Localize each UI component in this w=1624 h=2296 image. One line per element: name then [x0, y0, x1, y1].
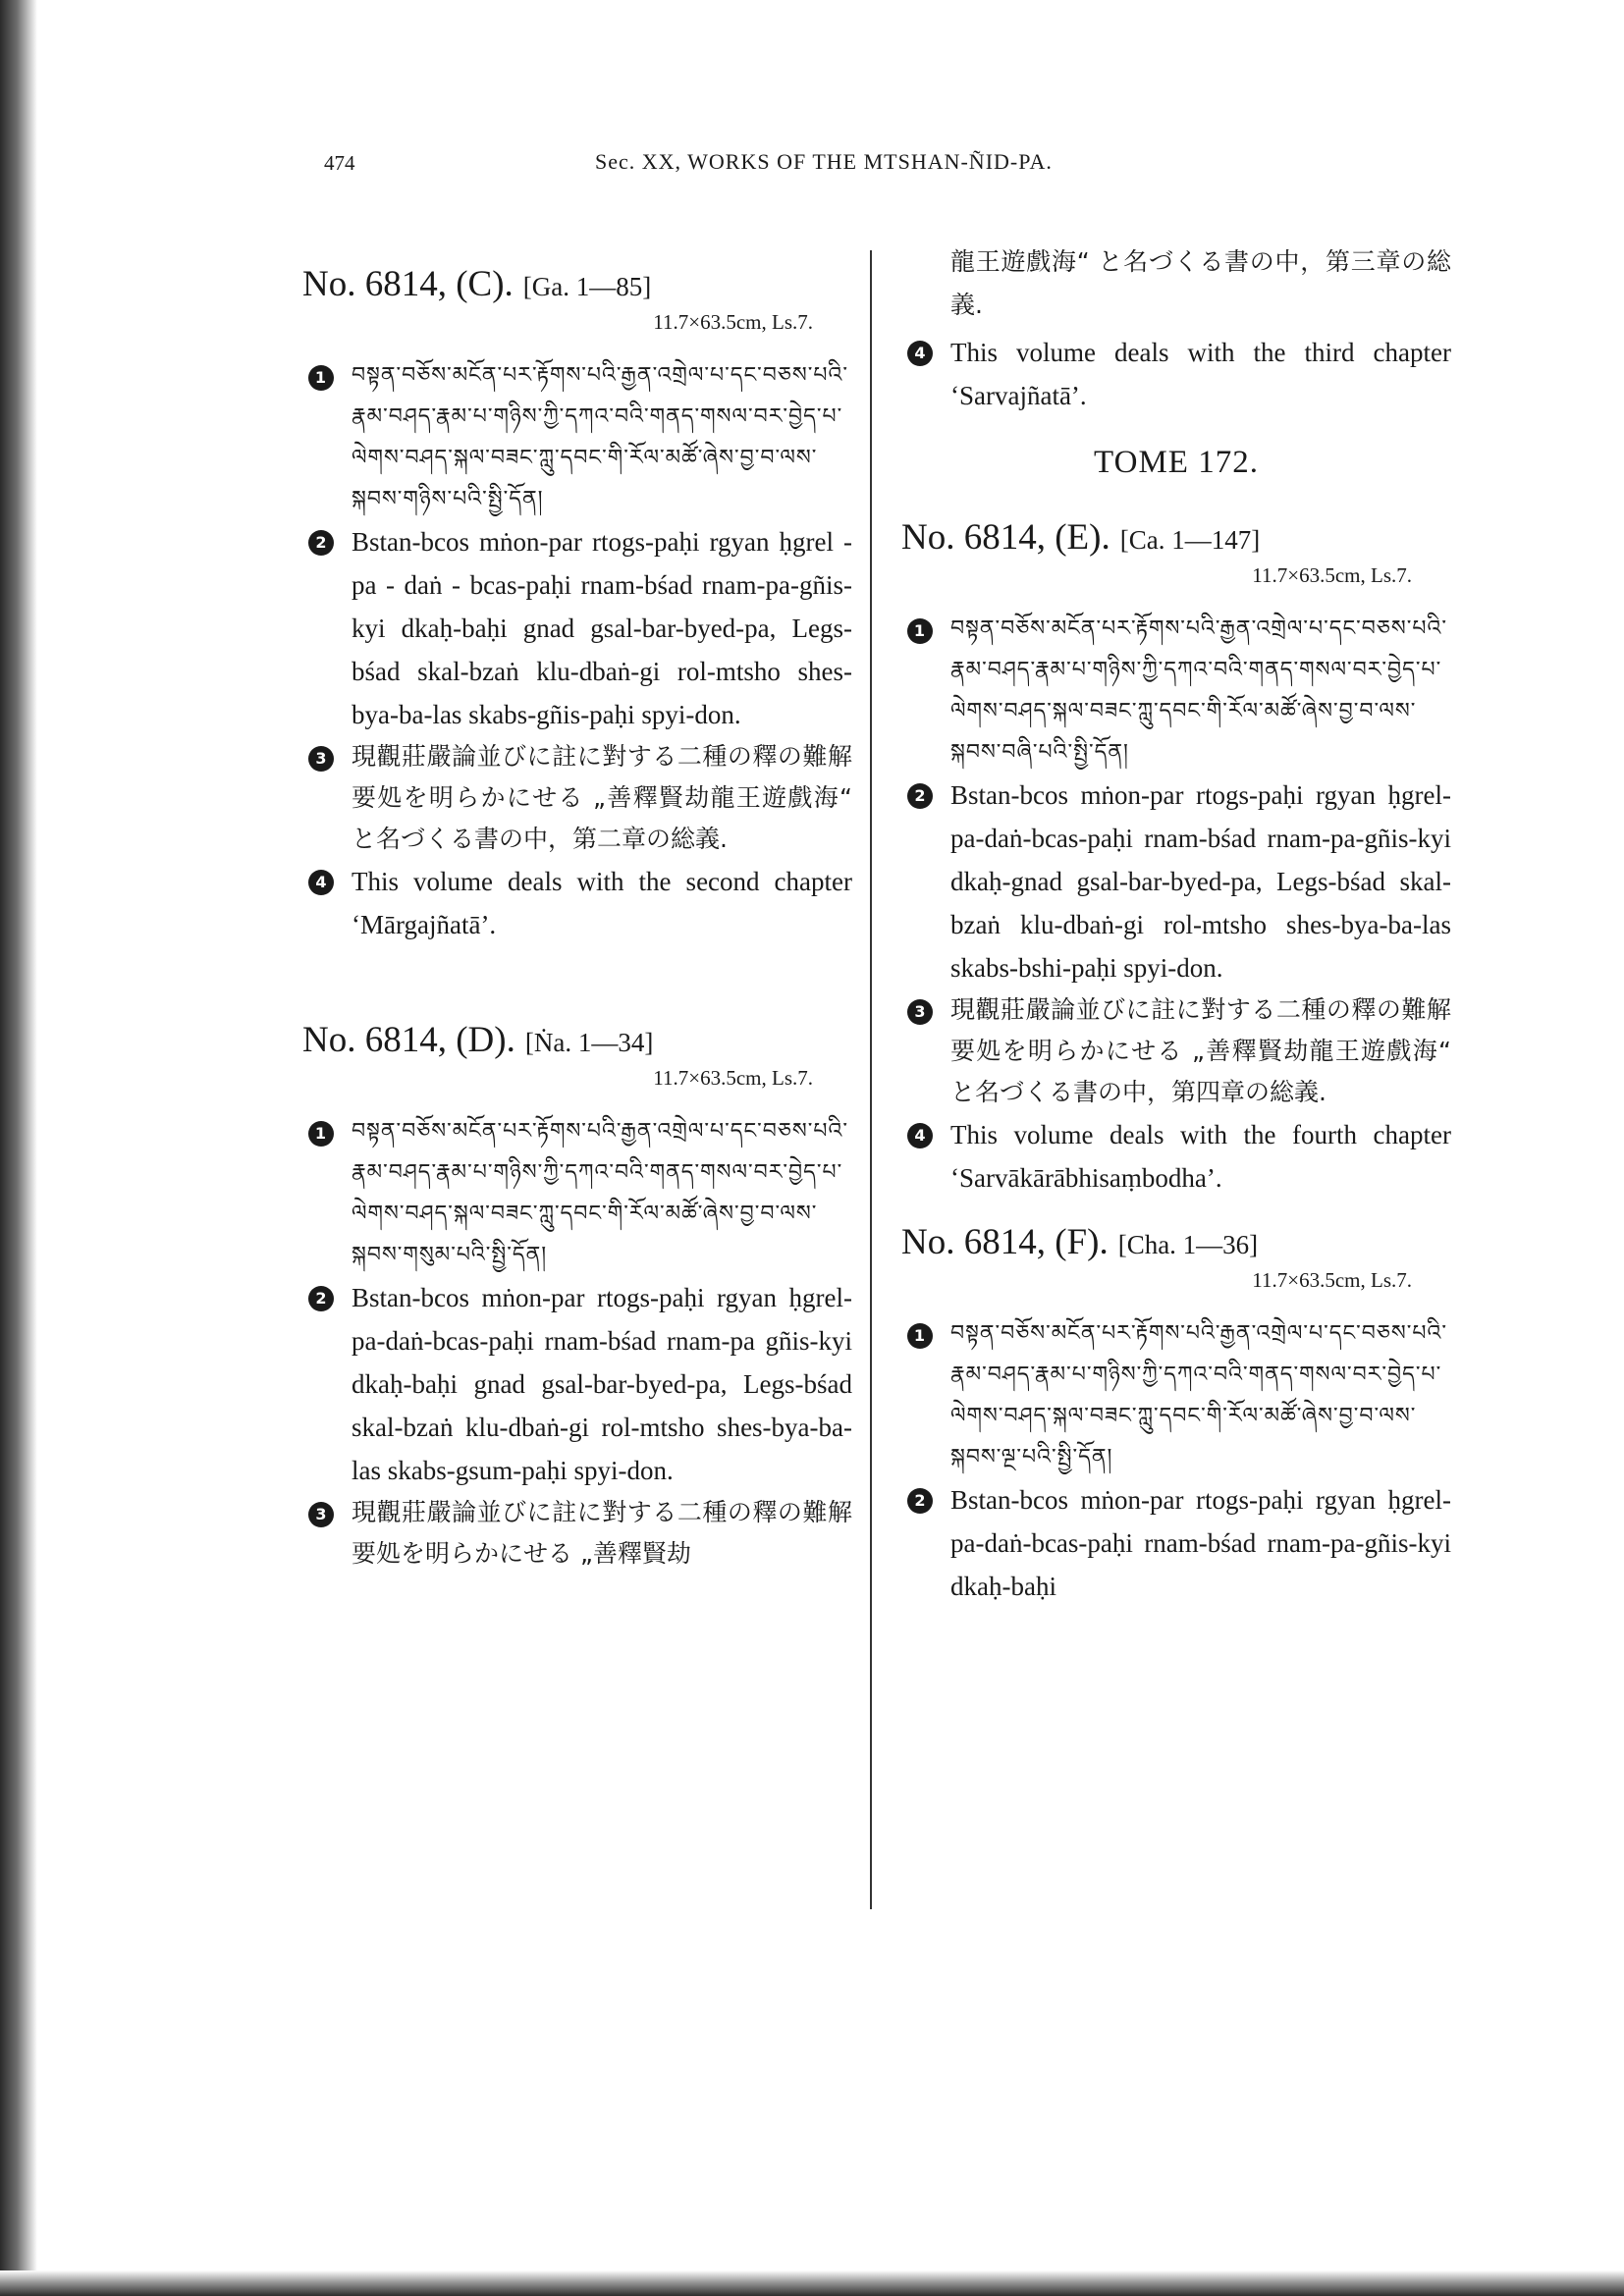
- right-column: [901, 240, 1451, 1629]
- spacer: [302, 993, 852, 1019]
- item-text: བསྟན་བཅོས་མངོན་པར་རྟོགས་པའི་རྒྱན་འགྲེལ་པ་དང་བཅས་པའི་རྣམ་བཤད་རྣམ་པ་གཉིས་ཀྱི་དཀའ་བའི་གནད་གསལ་བར་བྱེད་པ་ལེགས་བཤད་སྐལ་བཟང་ཀླུ་དབང་གི་རོལ་མཚོ་ཞེས་བྱ་བ་ལས་སྐབས་གཉིས་པའི་སྤྱི་དོན།: [352, 363, 848, 511]
- item-number-badge: 2: [308, 1286, 334, 1311]
- item-text: Bstan-bcos mṅon-par rtogs-paḥi rgyan ḥgrel-pa-daṅ-bcas-paḥi rnam-bśad rnam-pa-gñis-kyi dkaḥ-gnad gsal-bar-byed-pa, Legs-bśad skal-bzaṅ klu-dbaṅ-gi rol-mtsho shes-bya-ba-las skabs-bshi-paḥi spyi-don.: [950, 780, 1451, 983]
- entry-title-row: [302, 263, 852, 308]
- item-text: This volume deals with the second chapter ‘Mārgajñatā’.: [352, 867, 852, 939]
- item-number-badge: 4: [907, 341, 933, 366]
- item-number-badge: 2: [907, 783, 933, 809]
- entry-ref: [Ṅa. 1—34]: [524, 1028, 654, 1057]
- item-text: Bstan-bcos mṅon-par rtogs-paḥi rgyan ḥgrel-pa-daṅ-bcas-paḥi rnam-bśad rnam-pa-gñis-kyi dkaḥ-baḥi: [950, 1485, 1451, 1601]
- entry-title-row: [302, 1019, 852, 1064]
- entry-dimensions: 11.7×63.5cm, Ls.7.: [1252, 563, 1412, 587]
- entry-ref: [Ga. 1—85]: [522, 272, 652, 301]
- item-text: བསྟན་བཅོས་མངོན་པར་རྟོགས་པའི་རྒྱན་འགྲེལ་པ་དང་བཅས་པའི་རྣམ་བཤད་རྣམ་པ་གཉིས་ཀྱི་དཀའ་བའི་གནད་གསལ་བར་བྱེད་པ་ལེགས་བཤད་སྐལ་བཟང་ཀླུ་དབང་གི་རོལ་མཚོ་ཞེས་བྱ་བ་ལས་སྐབས་གསུམ་པའི་སྤྱི་དོན།: [352, 1119, 848, 1267]
- item-number-badge: 1: [907, 618, 933, 644]
- item-transliteration: [901, 774, 1451, 989]
- item-tibetan-title: [901, 1313, 1451, 1478]
- item-tibetan-title: [302, 355, 852, 520]
- entry-ref: [Cha. 1—36]: [1117, 1230, 1259, 1259]
- item-english: [302, 860, 852, 946]
- item-tibetan-title: [302, 1111, 852, 1276]
- item-japanese: [302, 1492, 852, 1575]
- item-text: 現觀莊嚴論並びに註に對する二種の釋の難解要処を明らかにせる „善釋賢劫龍王遊戲海“ と名づくる書の中，第四章の総義.: [950, 995, 1451, 1106]
- entry-6814-e: [901, 516, 1451, 1200]
- item-japanese: [302, 736, 852, 860]
- scan-edge-left: [0, 0, 37, 2296]
- entry-dimensions: 11.7×63.5cm, Ls.7.: [653, 310, 813, 334]
- running-head: Sec. XX, WORKS OF THE MTSHAN-ÑID-PA.: [595, 149, 1053, 174]
- spacer: [302, 968, 852, 993]
- left-column: [302, 263, 852, 1596]
- item-english: [901, 331, 1451, 417]
- entry-6814-d: [302, 1019, 852, 1575]
- item-text: This volume deals with the fourth chapter ‘Sarvākārābhisaṃbodha’.: [950, 1120, 1451, 1193]
- item-japanese: [901, 989, 1451, 1113]
- scan-edge-bottom: [0, 2270, 1624, 2296]
- item-text: Bstan-bcos mṅon-par rtogs-paḥi rgyan ḥgrel - pa - daṅ - bcas-paḥi rnam-bśad rnam-pa-gñis-kyi dkaḥ-baḥi gnad gsal-bar-byed-pa, Legs-bśad skal-bzaṅ klu-dbaṅ-gi rol-mtsho shes-bya-ba-las skabs-gñis-paḥi spyi-don.: [352, 527, 852, 729]
- item-number-badge: 3: [308, 1502, 334, 1527]
- item-number-badge: 3: [907, 999, 933, 1025]
- entry-6814-f: [901, 1221, 1451, 1608]
- item-transliteration: [302, 1276, 852, 1492]
- page-number: 474: [324, 151, 355, 175]
- item-english: [901, 1113, 1451, 1200]
- item-number-badge: 1: [907, 1323, 933, 1349]
- item-transliteration: [901, 1478, 1451, 1608]
- entry-6814-c: [302, 263, 852, 946]
- item-number-badge: 4: [308, 870, 334, 895]
- continued-japanese: 龍王遊戲海“ と名づくる書の中，第三章の総義.: [950, 247, 1451, 319]
- item-text: བསྟན་བཅོས་མངོན་པར་རྟོགས་པའི་རྒྱན་འགྲེལ་པ་དང་བཅས་པའི་རྣམ་བཤད་རྣམ་པ་གཉིས་ཀྱི་དཀའ་བའི་གནད་གསལ་བར་བྱེད་པ་ལེགས་བཤད་སྐལ་བཟང་ཀླུ་དབང་གི་རོལ་མཚོ་ཞེས་བྱ་བ་ལས་སྐབས་བཞི་པའི་སྤྱི་དོན།: [950, 616, 1447, 765]
- entry-title-row: [901, 1221, 1451, 1266]
- item-text: 現觀莊嚴論並びに註に對する二種の釋の難解要処を明らかにせる „善釋賢劫: [352, 1498, 852, 1568]
- column-divider: [870, 250, 872, 1909]
- item-number-badge: 1: [308, 365, 334, 391]
- entry-title-row: [901, 516, 1451, 561]
- item-number-badge: 2: [308, 530, 334, 556]
- item-number-badge: 4: [907, 1123, 933, 1148]
- item-number-badge: 1: [308, 1121, 334, 1147]
- item-text: བསྟན་བཅོས་མངོན་པར་རྟོགས་པའི་རྒྱན་འགྲེལ་པ་དང་བཅས་པའི་རྣམ་བཤད་རྣམ་པ་གཉིས་ཀྱི་དཀའ་བའི་གནད་གསལ་བར་བྱེད་པ་ལེགས་བཤད་སྐལ་བཟང་ཀླུ་དབང་གི་རོལ་མཚོ་ཞེས་བྱ་བ་ལས་སྐབས་ལྔ་པའི་སྤྱི་དོན།: [950, 1321, 1447, 1469]
- item-number-badge: 2: [907, 1488, 933, 1514]
- item-text: 現觀莊嚴論並びに註に對する二種の釋の難解要処を明らかにせる „善釋賢劫龍王遊戲海“ と名づくる書の中，第二章の総義.: [352, 742, 852, 853]
- item-transliteration: [302, 520, 852, 736]
- item-text: Bstan-bcos mṅon-par rtogs-paḥi rgyan ḥgrel-pa-daṅ-bcas-paḥi rnam-bśad rnam-pa gñis-kyi dkaḥ-baḥi gnad gsal-bar-byed-pa, Legs-bśad skal-bzaṅ klu-dbaṅ-gi rol-mtsho shes-bya-ba-las skabs-gsum-paḥi spyi-don.: [352, 1283, 852, 1485]
- entry-title: No. 6814, (D).: [302, 1020, 515, 1060]
- entry-ref: [Ca. 1—147]: [1119, 525, 1261, 555]
- entry-title: No. 6814, (C).: [302, 264, 514, 304]
- page-header: [324, 147, 1306, 187]
- entry-dimensions: 11.7×63.5cm, Ls.7.: [653, 1066, 813, 1090]
- entry-title: No. 6814, (F).: [901, 1222, 1109, 1262]
- item-number-badge: 3: [308, 746, 334, 772]
- item-tibetan-title: [901, 609, 1451, 774]
- entry-title: No. 6814, (E).: [901, 517, 1110, 558]
- item-text: This volume deals with the third chapter ‘Sarvajñatā’.: [950, 338, 1451, 410]
- tome-heading: TOME 172.: [1094, 445, 1259, 480]
- entry-dimensions: 11.7×63.5cm, Ls.7.: [1252, 1268, 1412, 1292]
